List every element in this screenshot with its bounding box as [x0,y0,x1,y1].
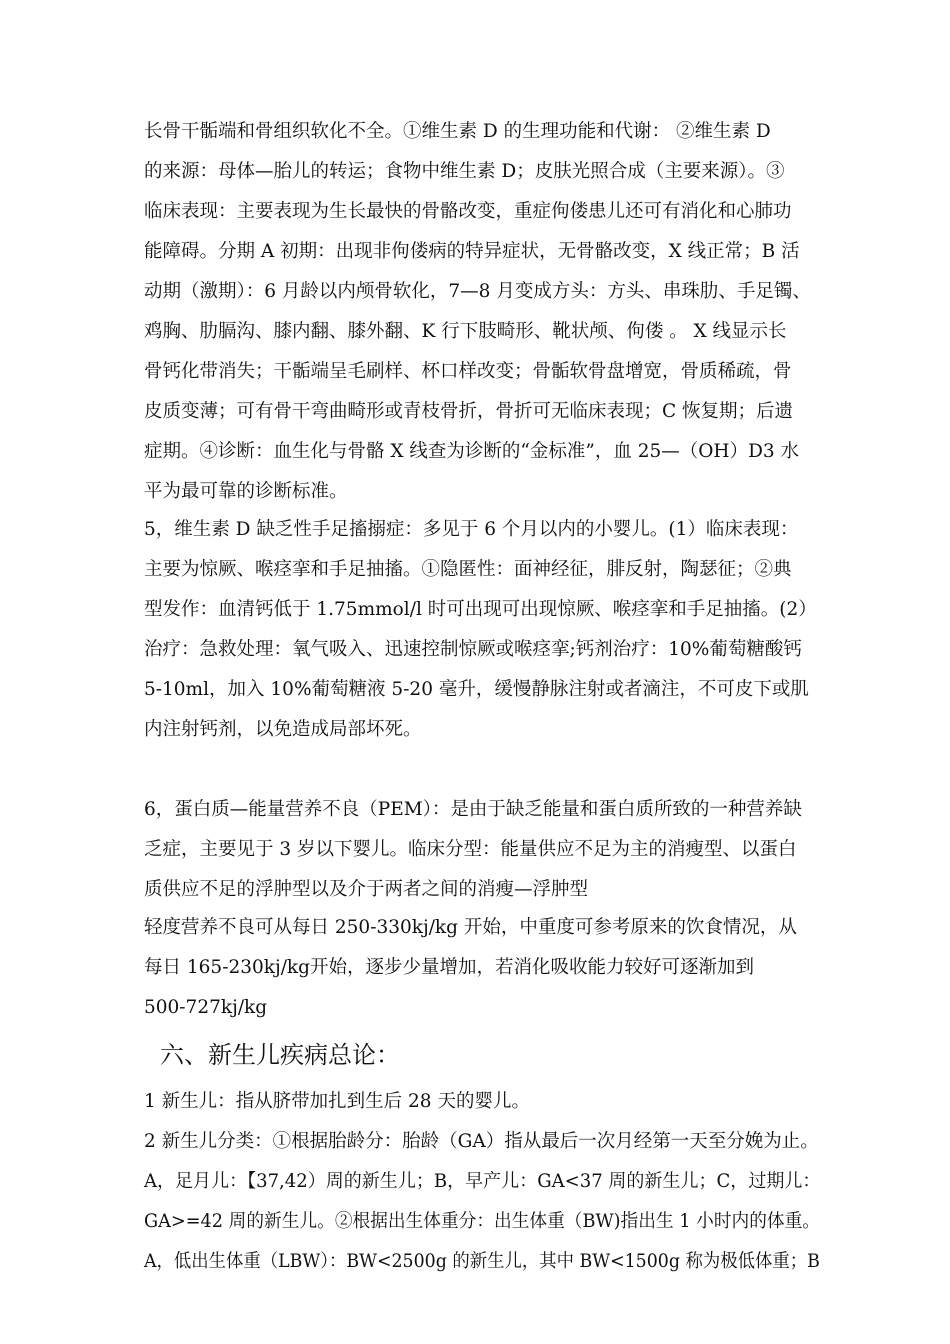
paragraph-line: A，低出生体重（LBW）：BW<2500g 的新生儿，其中 BW<1500g 称为极低体重；B [144,1251,820,1272]
paragraph-line: 鸡胸、肋膈沟、膝内翻、膝外翻、K 行下肢畸形、靴状颅、佝偻 。 X 线显示长 [144,321,787,342]
paragraph-line: A，足月儿：【37,42）周的新生儿；B，早产儿：GA<37 周的新生儿；C，过期儿： [144,1171,821,1192]
paragraph-line: 5，维生素 D 缺乏性手足搐搦症：多见于 6 个月以内的小婴儿。(1）临床表现： [144,519,799,540]
paragraph-line: 每日 165-230kj/kg开始，逐步少量增加，若消化吸收能力较好可逐渐加到 [144,957,754,978]
paragraph-line: 500-727kj/kg [144,997,268,1018]
paragraph-line: 5-10ml，加入 10%葡萄糖液 5-20 毫升，缓慢静脉注射或者滴注，不可皮下或肌 [144,679,809,700]
paragraph-line: 主要为惊厥、喉痉挛和手足抽搐。①隐匿性：面神经征，腓反射，陶瑟征；②典 [144,559,792,580]
paragraph-line: 平为最可靠的诊断标准。 [144,481,348,502]
paragraph-line: 能障碍。分期 A 初期：出现非佝偻病的特异症状，无骨骼改变，X 线正常；B 活 [144,241,800,262]
paragraph-line: 型发作：血清钙低于 1.75mmol/l 时可出现可出现惊厥、喉痉挛和手足抽搐。(2） [144,599,817,620]
paragraph-line: GA>=42 周的新生儿。②根据出生体重分：出生体重（BW)指出生 1 小时内的体重。 [144,1211,820,1232]
paragraph-line: 皮质变薄；可有骨干弯曲畸形或青枝骨折，骨折可无临床表现；C 恢复期；后遗 [144,401,794,422]
paragraph-line: 动期（激期）：6 月龄以内颅骨软化，7—8 月变成方头：方头、串珠肋、手足镯、 [144,281,811,302]
section-heading: 六、新生儿疾病总论： [160,1041,400,1069]
paragraph-line: 长骨干骺端和骨组织软化不全。①维生素 D 的生理功能和代谢： ②维生素 D [144,121,771,142]
paragraph-line: 质供应不足的浮肿型以及介于两者之间的消瘦—浮肿型 [144,879,589,900]
paragraph-line: 乏症，主要见于 3 岁以下婴儿。临床分型：能量供应不足为主的消瘦型、以蛋白 [144,839,797,860]
paragraph-line: 治疗：急救处理：氧气吸入、迅速控制惊厥或喉痉挛;钙剂治疗：10%葡萄糖酸钙 [144,639,802,660]
paragraph-line: 的来源：母体—胎儿的转运；食物中维生素 D；皮肤光照合成（主要来源）。③ [144,161,785,182]
paragraph-line: 症期。④诊断：血生化与骨骼 X 线查为诊断的“金标准”，血 25—（OH）D3 水 [144,441,800,462]
paragraph-line: 1 新生儿：指从脐带加扎到生后 28 天的婴儿。 [144,1091,530,1112]
paragraph-line: 轻度营养不良可从每日 250-330kj/kg 开始，中重度可参考原来的饮食情况，从 [144,917,797,938]
paragraph-line: 2 新生儿分类：①根据胎龄分：胎龄（GA）指从最后一次月经第一天至分娩为止。 [144,1131,819,1152]
paragraph-line: 内注射钙剂，以免造成局部坏死。 [144,719,422,740]
paragraph-line: 骨钙化带消失；干骺端呈毛刷样、杯口样改变；骨骺软骨盘增宽，骨质稀疏，骨 [144,361,792,382]
paragraph-line: 临床表现：主要表现为生长最快的骨骼改变，重症佝偻患儿还可有消化和心肺功 [144,201,792,222]
paragraph-line: 6，蛋白质—能量营养不良（PEM）：是由于缺乏能量和蛋白质所致的一种营养缺 [144,799,802,820]
